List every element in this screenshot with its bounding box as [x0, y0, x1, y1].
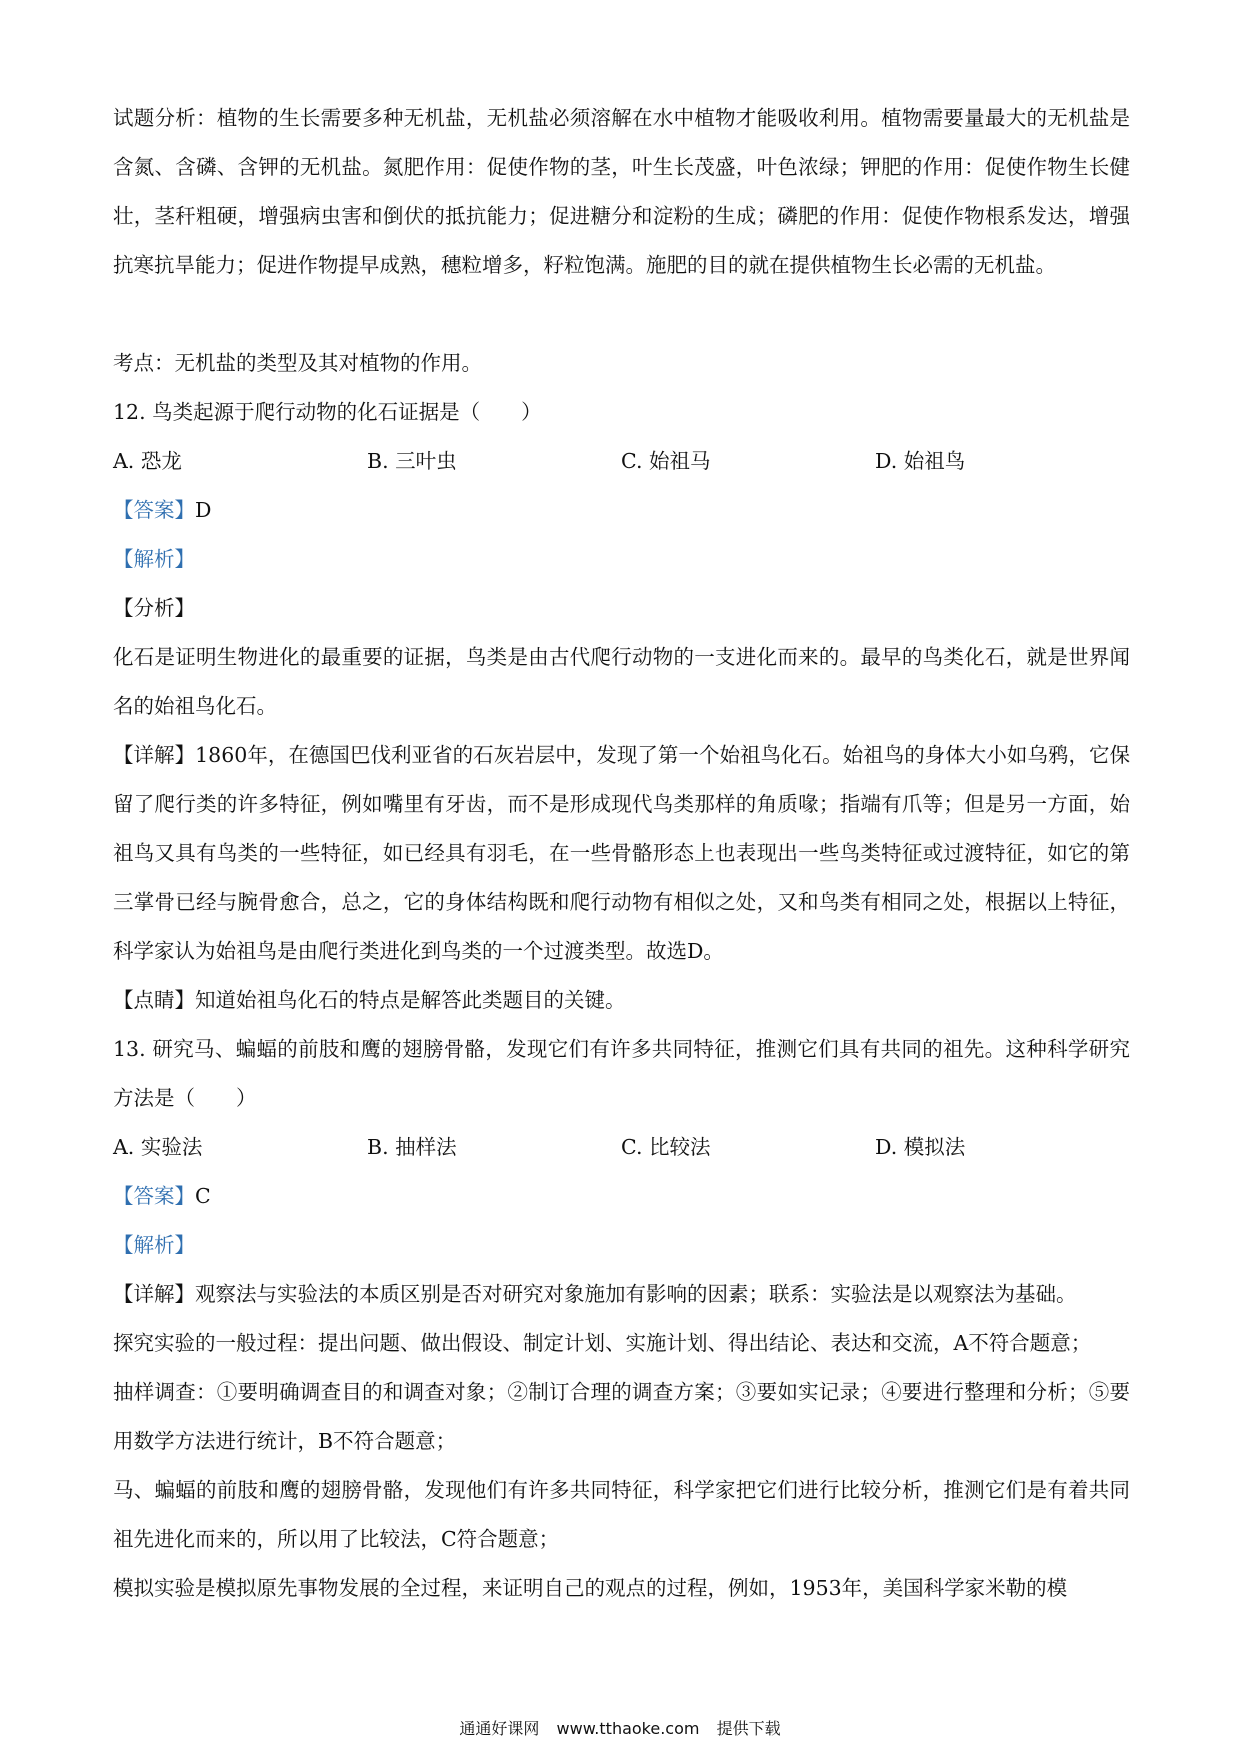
q13-xiangjie-text1: 观察法与实验法的本质区别是否对研究对象施加有影响的因素；联系：实验法是以观察法为基础。 [195, 1282, 1077, 1306]
q13-options [113, 1123, 1130, 1172]
q13-stem: 13. 研究马、蝙蝠的前肢和鹰的翅膀骨骼，发现它们有许多共同特征，推测它们具有共同的祖先。这种科学研究方法是（ ） [113, 1037, 1130, 1110]
xiangjie-tag: 【详解】 [113, 743, 196, 767]
q12-fenxi-tag: 【分析】 [113, 596, 195, 620]
q12-jiexi-line [113, 535, 1130, 584]
xiangjie-tag: 【详解】 [113, 1282, 195, 1306]
page-footer [0, 1716, 1240, 1739]
q12-dianjing-text: 知道始祖鸟化石的特点是解答此类题目的关键。 [195, 988, 626, 1012]
footer-note: 提供下载 [716, 1719, 781, 1738]
q13-option-a: A. 实验法 [113, 1135, 203, 1159]
q13-option-c: C. 比较法 [621, 1135, 711, 1159]
q12-options [113, 437, 1130, 486]
q12-xiangjie-text: 1860年，在德国巴伐利亚省的石灰岩层中，发现了第一个始祖鸟化石。始祖鸟的身体大小如乌鸦，它保留了爬行类的许多特征，例如嘴里有牙齿，而不是形成现代鸟类那样的角质喙；指端有爪等；但是另一方面，始祖鸟又具有鸟类的一些特征，如已经具有羽毛，在一些骨骼形态上也表现出一些鸟类特征或过渡特征，如它的第三掌骨已经与腕骨愈合，总之，它的身体结构既和爬行动物有相似之处，又和鸟类有相同之处，根据以上特征，科学家认为始祖鸟是由爬行类进化到鸟类的一个过渡类型。故选D。 [113, 743, 1131, 963]
q12-fenxi: 化石是证明生物进化的最重要的证据，鸟类是由古代爬行动物的一支进化而来的。最早的鸟类化石，就是世界闻名的始祖鸟化石。 [113, 645, 1130, 718]
q12-option-b: B. 三叶虫 [367, 449, 457, 473]
q13-xiangjie-para4: 马、蝙蝠的前肢和鹰的翅膀骨骼，发现他们有许多共同特征，科学家把它们进行比较分析，推测它们是有着共同祖先进化而来的，所以用了比较法，C符合题意； [113, 1478, 1130, 1551]
q13-answer-line [113, 1172, 1130, 1221]
q12-dianjing [113, 976, 1130, 1025]
q13-xiangjie-para5: 模拟实验是模拟原先事物发展的全过程，来证明自己的观点的过程，例如，1953年，美国科学家米勒的模 [113, 1576, 1068, 1600]
jiexi-tag: 【解析】 [113, 547, 195, 571]
footer-site-name: 通通好课网 [459, 1719, 540, 1738]
analysis-paragraph: 试题分析：植物的生长需要多种无机盐，无机盐必须溶解在水中植物才能吸收利用。植物需要量最大的无机盐是含氮、含磷、含钾的无机盐。氮肥作用：促使作物的茎，叶生长茂盛，叶色浓绿；钾肥的作用：促使作物生长健壮，茎秆粗硬，增强病虫害和倒伏的抵抗能力；促进糖分和淀粉的生成；磷肥的作用：促使作物根系发达，增强抗寒抗旱能力；促进作物提早成熟，穗粒增多，籽粒饱满。施肥的目的就在提供植物生长必需的无机盐。 [113, 106, 1130, 277]
answer-tag: 【答案】 [113, 498, 195, 522]
jiexi-tag: 【解析】 [113, 1233, 195, 1257]
kaodian-line: 考点：无机盐的类型及其对植物的作用。 [113, 351, 482, 375]
q12-option-d: D. 始祖鸟 [875, 449, 966, 473]
footer-url[interactable]: www.tthaoke.com [556, 1719, 700, 1738]
q13-option-d: D. 模拟法 [875, 1135, 966, 1159]
dianjing-tag: 【点睛】 [113, 988, 195, 1012]
q13-jiexi-line [113, 1221, 1130, 1270]
q13-xiangjie-para3: 抽样调查：①要明确调查目的和调查对象；②制订合理的调查方案；③要如实记录；④要进行整理和分析；⑤要用数学方法进行统计，B不符合题意； [113, 1380, 1130, 1453]
answer-tag: 【答案】 [113, 1184, 195, 1208]
q12-xiangjie [113, 731, 1130, 976]
q13-answer: C [195, 1184, 211, 1208]
q12-stem: 12. 鸟类起源于爬行动物的化石证据是（ ） [113, 400, 542, 424]
q12-option-a: A. 恐龙 [113, 449, 182, 473]
q13-xiangjie-line2: 探究实验的一般过程：提出问题、做出假设、制定计划、实施计划、得出结论、表达和交流，A不符合题意； [113, 1331, 1092, 1355]
q12-option-c: C. 始祖马 [621, 449, 711, 473]
q13-xiangjie-line1 [113, 1270, 1130, 1319]
q13-option-b: B. 抽样法 [367, 1135, 457, 1159]
q12-answer-line [113, 486, 1130, 535]
q12-answer: D [195, 498, 212, 522]
